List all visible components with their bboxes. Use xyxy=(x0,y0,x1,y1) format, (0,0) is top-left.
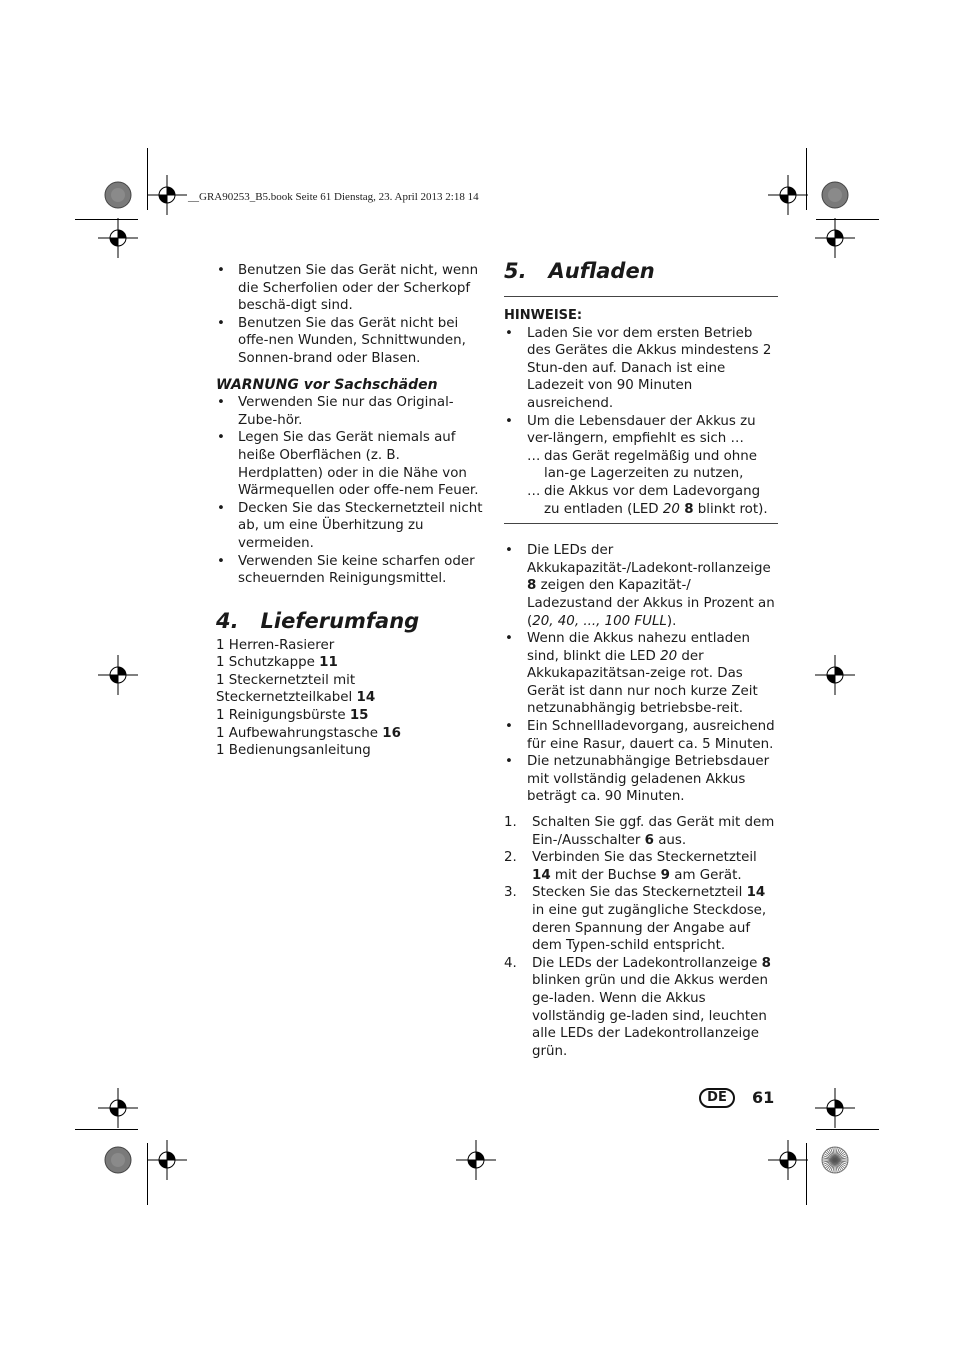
list-item: • Verwenden Sie nur das Original-Zube-hör. xyxy=(216,394,488,429)
section-heading-charging: 5. Aufladen xyxy=(504,258,778,297)
registration-mark-icon xyxy=(147,175,187,215)
notes-list xyxy=(504,325,778,448)
list-item: • Die netzunabhängige Betriebsdauer mit vollständig geladenen Akkus beträgt ca. 90 Minuten. xyxy=(504,753,778,806)
registration-mark-icon xyxy=(98,218,138,258)
density-disc-icon xyxy=(820,180,850,210)
list-item: • Decken Sie das Steckernetzteil nicht ab, um eine Überhitzung zu vermeiden. xyxy=(216,500,488,553)
list-item: • Die LEDs der Akkukapazität-/Ladekont-rollanzeige 8 zeigen den Kapazität-/ Ladezustand der Akkus in Prozent an (20, 40, ..., 100 FULL). xyxy=(504,542,778,630)
registration-mark-icon xyxy=(815,1088,855,1128)
step-item: 4. Die LEDs der Ladekontrollanzeige 8 blinken grün und die Akkus werden ge-laden. Wenn die Akkus vollständig ge-laden sind, leuchten alle LEDs der Ladekontrollanzeige grün. xyxy=(504,955,771,1059)
list-item: • Um die Lebensdauer der Akkus zu ver-längern, empfiehlt es sich … xyxy=(504,413,778,448)
notes-heading: HINWEISE: xyxy=(504,308,583,323)
page-number: 61 xyxy=(752,1088,775,1107)
step-item: 1. Schalten Sie ggf. das Gerät mit dem Ein-/Ausschalter 6 aus. xyxy=(504,815,775,848)
sub-item: … die Akkus vor dem Ladevorgang zu entladen (LED 20 8 blinkt rot). xyxy=(527,483,768,517)
list-item: 1 Bedienungsanleitung xyxy=(216,743,371,759)
step-item: 3. Stecken Sie das Steckernetzteil 14 in eine gut zugängliche Steckdose, deren Spannung der Angabe auf dem Typen-schild entspricht. xyxy=(504,885,767,954)
list-item: • Verwenden Sie keine scharfen oder scheuernden Reinigungsmittel. xyxy=(216,553,488,588)
list-item: • Ein Schnellladevorgang, ausreichend für eine Rasur, dauert ca. 5 Minuten. xyxy=(504,718,778,753)
steps-list xyxy=(504,814,778,1060)
registration-mark-icon xyxy=(768,175,808,215)
registration-mark-icon xyxy=(815,655,855,695)
density-disc-icon xyxy=(820,1145,850,1175)
warning-heading: WARNUNG vor Sachschäden xyxy=(216,376,438,393)
list-item: 1 Schutzkappe 11 xyxy=(216,655,338,671)
density-disc-icon xyxy=(103,180,133,210)
list-item: 1 Reinigungsbürste 15 xyxy=(216,708,369,724)
registration-mark-icon xyxy=(98,655,138,695)
step-item: 2. Verbinden Sie das Steckernetzteil 14 mit der Buchse 9 am Gerät. xyxy=(504,850,757,883)
safety-list xyxy=(216,262,488,368)
list-item: • Wenn die Akkus nahezu entladen sind, blinkt die LED 20 der Akkukapazitätsan-zeige rot. Das Gerät ist dann nur noch kurze Zeit netzunabhängig betriebsbe-reit. xyxy=(504,630,778,718)
list-item: • Legen Sie das Gerät niemals auf heiße Oberflächen (z. B. Herdplatten) oder in die Nähe von Wärmequellen oder offe-nem Feuer. xyxy=(216,429,488,499)
left-column xyxy=(216,262,488,760)
sub-list xyxy=(504,448,778,518)
scope-list xyxy=(216,637,488,760)
print-header: __GRA90253_B5.book Seite 61 Dienstag, 23. April 2013 2:18 14 xyxy=(188,191,479,203)
info-list xyxy=(504,542,778,806)
list-item: • Laden Sie vor dem ersten Betrieb des Gerätes die Akkus mindestens 2 Stun-den auf. Danach ist eine Ladezeit von 90 Minuten ausreichend. xyxy=(504,325,778,413)
list-item: 1 Aufbewahrungstasche 16 xyxy=(216,725,401,741)
section-heading-scope: 4. Lieferumfang xyxy=(216,608,420,633)
list-item: 1 Steckernetzteil mit Steckernetzteilkabel 14 xyxy=(216,672,376,706)
right-column xyxy=(504,258,778,1060)
warning-list xyxy=(216,394,488,588)
list-item: • Benutzen Sie das Gerät nicht, wenn die Scherfolien oder der Scherkopf beschä-digt sind. xyxy=(216,262,488,315)
registration-mark-icon xyxy=(456,1140,496,1180)
sub-item: … das Gerät regelmäßig und ohne lan-ge Lagerzeiten zu nutzen, xyxy=(527,448,757,482)
registration-mark-icon xyxy=(98,1088,138,1128)
density-disc-icon xyxy=(103,1145,133,1175)
list-item: 1 Herren-Rasierer xyxy=(216,637,335,653)
registration-mark-icon xyxy=(768,1140,808,1180)
registration-mark-icon xyxy=(147,1140,187,1180)
registration-mark-icon xyxy=(815,218,855,258)
notes-box xyxy=(504,325,778,525)
language-badge: DE xyxy=(699,1088,735,1108)
list-item: • Benutzen Sie das Gerät nicht bei offe-nen Wunden, Schnittwunden, Sonnen-brand oder Blasen. xyxy=(216,315,488,368)
